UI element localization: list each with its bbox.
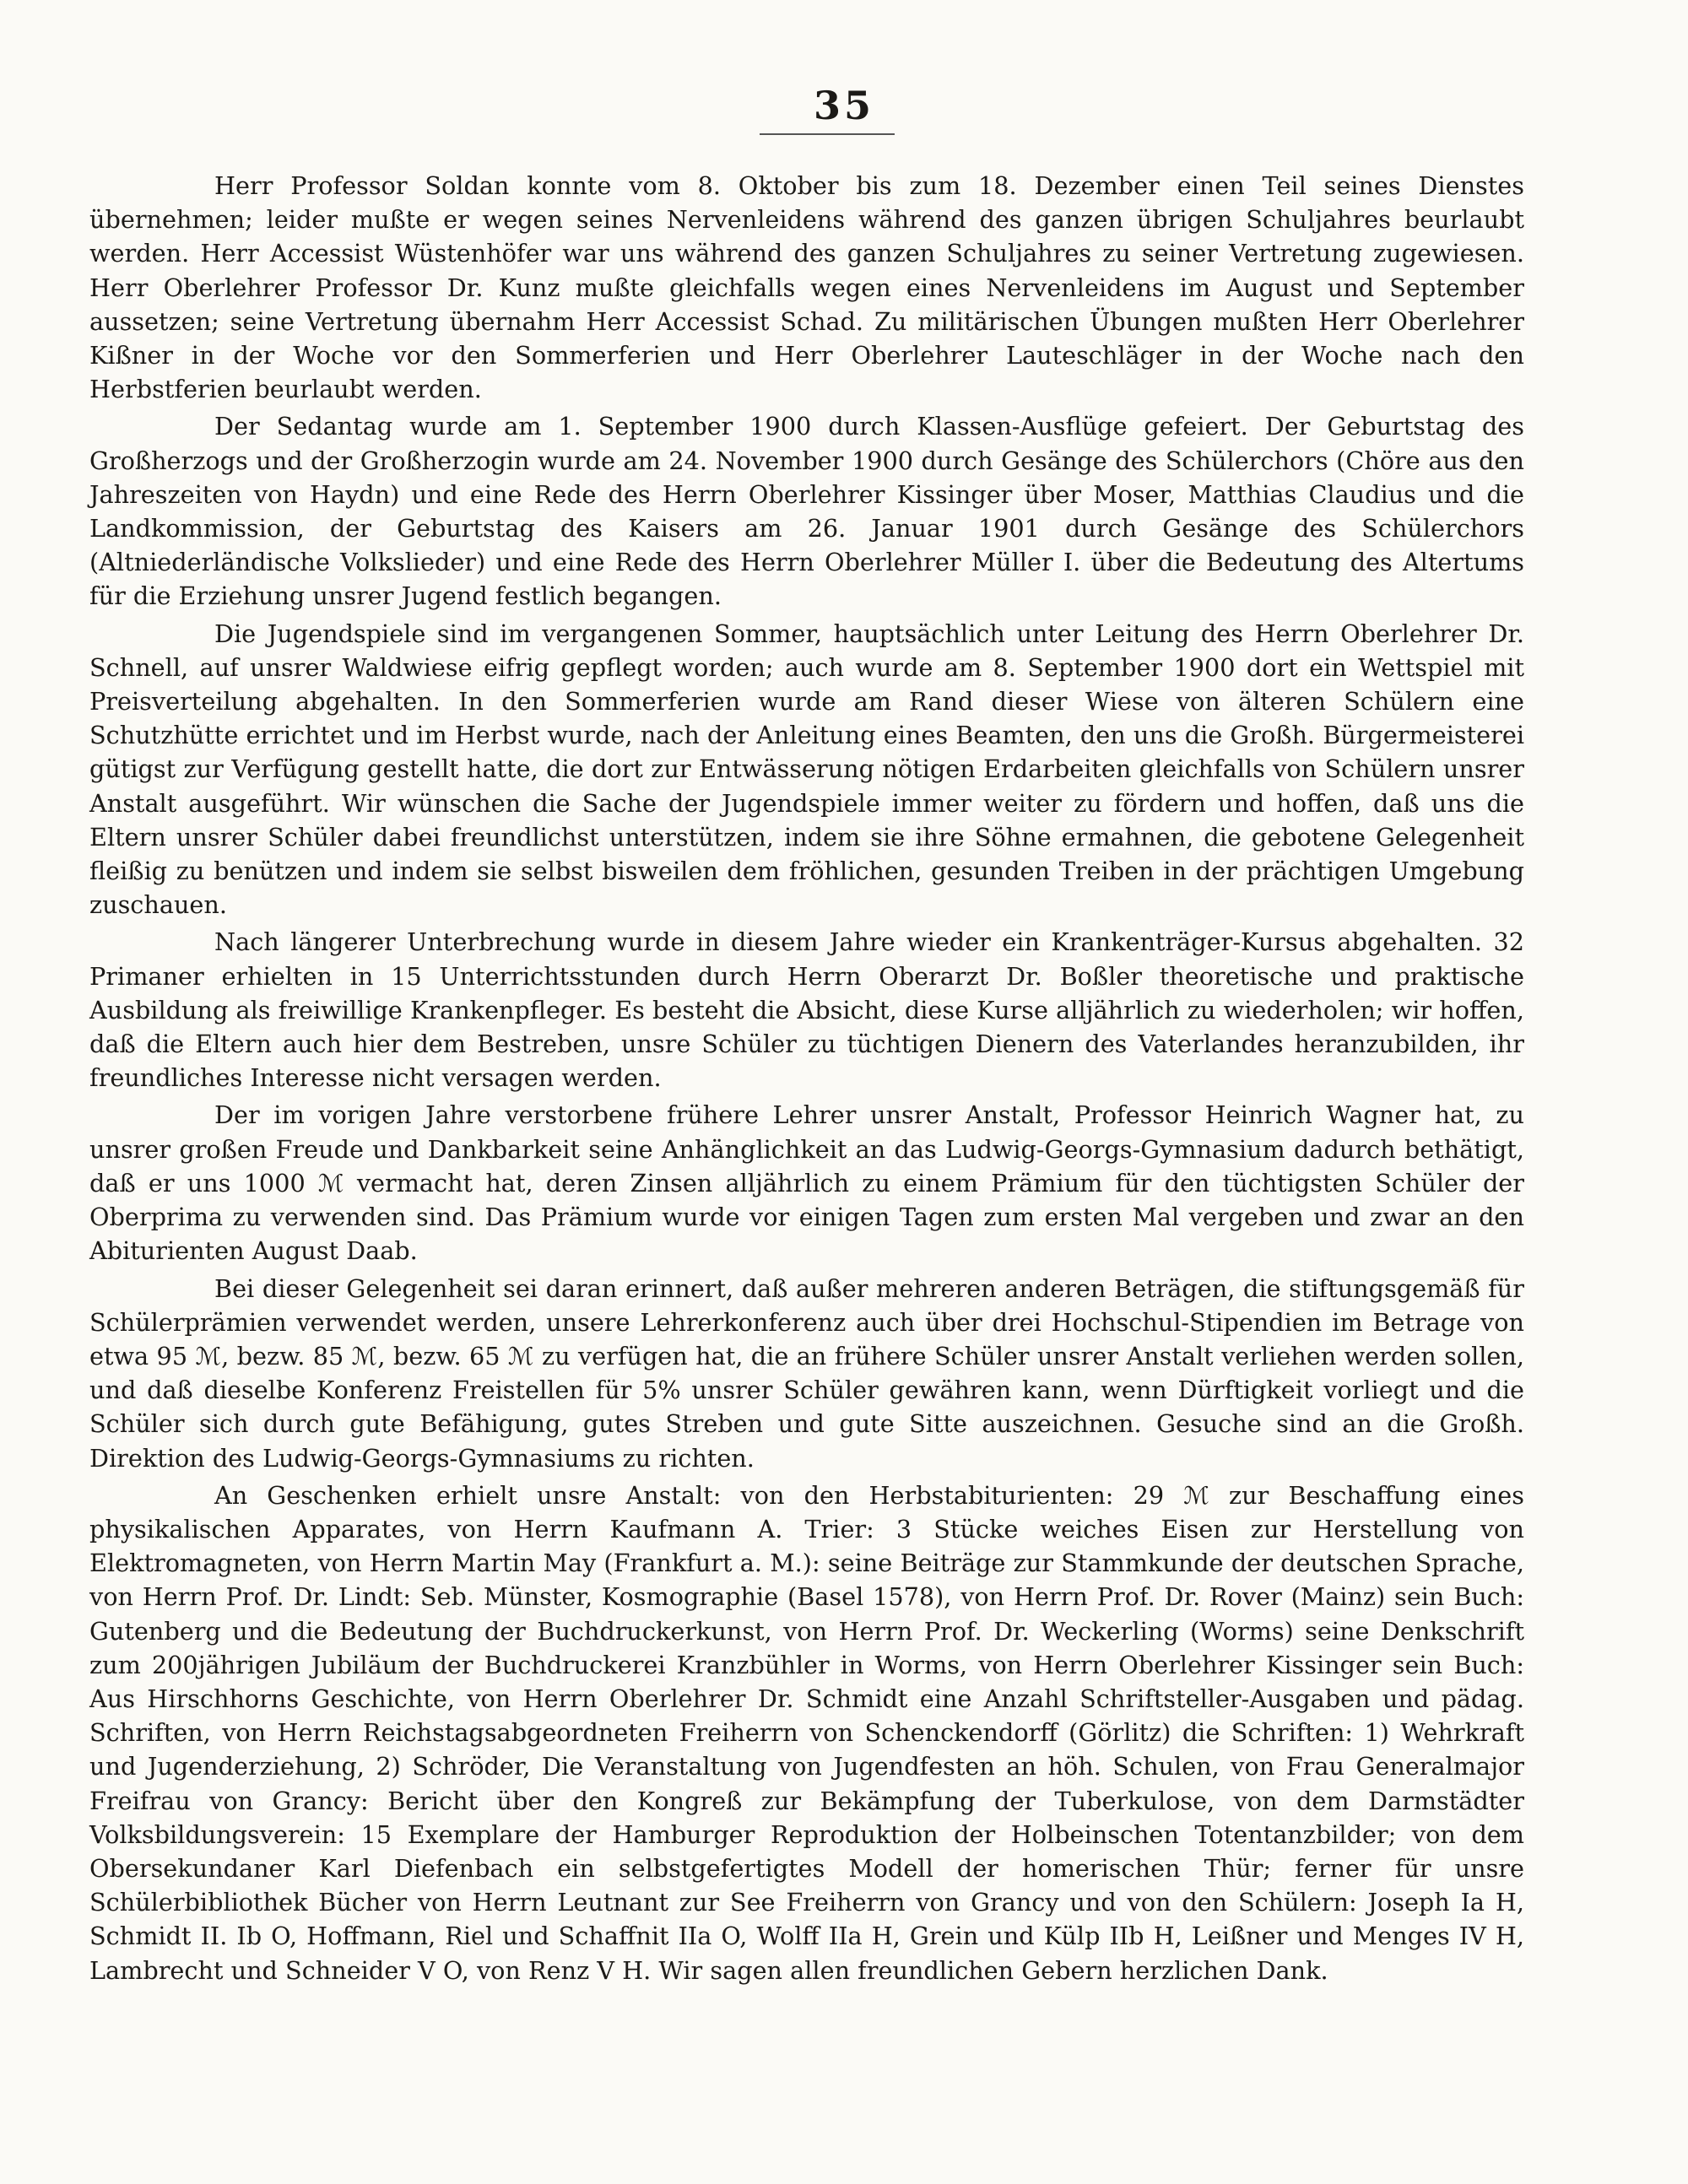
paragraph-first-aid-course: Nach längerer Unterbrechung wurde in diesem Jahre wieder ein Krankenträger-Kursus abgehalten. 32 Primaner erhielten in 15 Unterrichtsstunden durch Herrn Oberarzt Dr. Boßler theoretische und praktische Ausbildung als freiwillige Krankenpfleger. Es besteht die Absicht, diese Kurse alljährlich zu wiederholen; wir hoffen, daß die Eltern auch hier dem Bestreben, unsre Schüler zu tüchtigen Dienern des Vaterlandes heranzubilden, ihr freundliches Interesse nicht versagen werden. [89, 927, 1524, 1093]
paragraph-scholarships: Bei dieser Gelegenheit sei daran erinnert, daß außer mehreren anderen Beträgen, die stiftungsgemäß für Schülerprämien verwendet werden, unsere Lehrerkonferenz auch über drei Hochschul-Stipendien im Betrage von etwa 95 ℳ, bezw. 85 ℳ, bezw. 65 ℳ zu verfügen hat, die an frühere Schüler unsrer Anstalt verliehen werden sollen, und daß dieselbe Konferenz Freistellen für 5% unsrer Schüler gewähren kann, wenn Dürftigkeit vorliegt und die Schüler sich durch gute Befähigung, gutes Streben und gute Sitte auszeichnen. Gesuche sind an die Großh. Direktion des Ludwig-Georgs-Gymnasiums zu richten. [89, 1273, 1524, 1473]
paragraph-celebrations: Der Sedantag wurde am 1. September 1900 durch Klassen-Ausflüge gefeiert. Der Geburtstag des Großherzogs und der Großherzogin wurde am 24. November 1900 durch Gesänge des Schülerchors (Chöre aus den Jahreszeiten von Haydn) und eine Rede des Herrn Oberlehrer Kissinger über Moser, Matthias Claudius und die Landkommission, der Geburtstag des Kaisers am 26. Januar 1901 durch Gesänge des Schülerchors (Altniederländische Volkslieder) und eine Rede des Herrn Oberlehrer Müller I. über die Bedeutung des Altertums für die Erziehung unsrer Jugend festlich begangen. [89, 412, 1524, 611]
page-number-rule [760, 133, 895, 135]
paragraph-staff-absences: Herr Professor Soldan konnte vom 8. Oktober bis zum 18. Dezember einen Teil seines Dienstes übernehmen; leider mußte er wegen seines Nervenleidens während des ganzen übrigen Schuljahres beurlaubt werden. Herr Accessist Wüstenhöfer war uns während des ganzen Schuljahres zu seiner Vertretung zugewiesen. Herr Oberlehrer Professor Dr. Kunz mußte gleichfalls wegen eines Nervenleidens im August und September aussetzen; seine Vertretung übernahm Herr Accessist Schad. Zu militärischen Übungen mußten Herr Oberlehrer Kißner in der Woche vor den Sommerferien und Herr Oberlehrer Lauteschläger in der Woche nach den Herbstferien beurlaubt werden. [89, 171, 1524, 404]
paragraph-youth-games: Die Jugendspiele sind im vergangenen Sommer, hauptsächlich unter Leitung des Herrn Oberlehrer Dr. Schnell, auf unsrer Waldwiese eifrig gepflegt worden; auch wurde am 8. September 1900 dort ein Wettspiel mit Preisverteilung abgehalten. In den Sommerferien wurde am Rand dieser Wiese von älteren Schülern eine Schutzhütte errichtet und im Herbst wurde, nach der Anleitung eines Beamten, den uns die Großh. Bürgermeisterei gütigst zur Verfügung gestellt hatte, die dort zur Entwässerung nötigen Erdarbeiten gleichfalls von Schülern unsrer Anstalt ausgeführt. Wir wünschen die Sache der Jugendspiele immer weiter zu fördern und hoffen, daß uns die Eltern unsrer Schüler dabei freundlichst unterstützen, indem sie ihre Söhne ermahnen, die gebotene Gelegenheit fleißig zu benützen und indem sie selbst bisweilen dem fröhlichen, gesunden Treiben in der prächtigen Umgebung zuschauen. [89, 619, 1524, 920]
page-number: 35 [813, 83, 874, 128]
body-text [89, 169, 1524, 1991]
paragraph-wagner-bequest: Der im vorigen Jahre verstorbene frühere Lehrer unsrer Anstalt, Professor Heinrich Wagner hat, zu unsrer großen Freude und Dankbarkeit seine Anhänglichkeit an das Ludwig-Georgs-Gymnasium dadurch bethätigt, daß er uns 1000 ℳ vermacht hat, deren Zinsen alljährlich zu einem Prämium für den tüchtigsten Schüler der Oberprima zu verwenden sind. Das Prämium wurde vor einigen Tagen zum ersten Mal vergeben und zwar an den Abiturienten August Daab. [89, 1100, 1524, 1266]
paragraph-donations: An Geschenken erhielt unsre Anstalt: von den Herbstabiturienten: 29 ℳ zur Beschaffung eines physikalischen Apparates, von Herrn Kaufmann A. Trier: 3 Stücke weiches Eisen zur Herstellung von Elektromagneten, von Herrn Martin May (Frankfurt a. M.): seine Beiträge zur Stammkunde der deutschen Sprache, von Herrn Prof. Dr. Lindt: Seb. Münster, Kosmographie (Basel 1578), von Herrn Prof. Dr. Rover (Mainz) sein Buch: Gutenberg und die Bedeutung der Buchdruckerkunst, von Herrn Prof. Dr. Weckerling (Worms) seine Denkschrift zum 200jährigen Jubiläum der Buchdruckerei Kranzbühler in Worms, von Herrn Oberlehrer Kissinger sein Buch: Aus Hirschhorns Geschichte, von Herrn Oberlehrer Dr. Schmidt eine Anzahl Schriftsteller-Ausgaben und pädag. Schriften, von Herrn Reichstagsabgeordneten Freiherrn von Schenckendorff (Görlitz) die Schriften: 1) Wehrkraft und Jugenderziehung, 2) Schröder, Die Veranstaltung von Jugendfesten an höh. Schulen, von Frau Generalmajor Freifrau von Grancy: Bericht über den Kongreß zur Bekämpfung der Tuberkulose, von dem Darmstädter Volksbildungsverein: 15 Exemplare der Hamburger Reproduktion der Holbeinschen Totentanzbilder; von dem Obersekundaner Karl Diefenbach ein selbstgefertigtes Modell der homerischen Thür; ferner für unsre Schülerbibliothek Bücher von Herrn Leutnant zur See Freiherrn von Grancy und von den Schülern: Joseph Ia H, Schmidt II. Ib O, Hoffmann, Riel und Schaffnit IIa O, Wolff IIa H, Grein und Külp IIb H, Leißner und Menges IV H, Lambrecht und Schneider V O, von Renz V H. Wir sagen allen freundlichen Gebern herzlichen Dank. [89, 1480, 1524, 1985]
